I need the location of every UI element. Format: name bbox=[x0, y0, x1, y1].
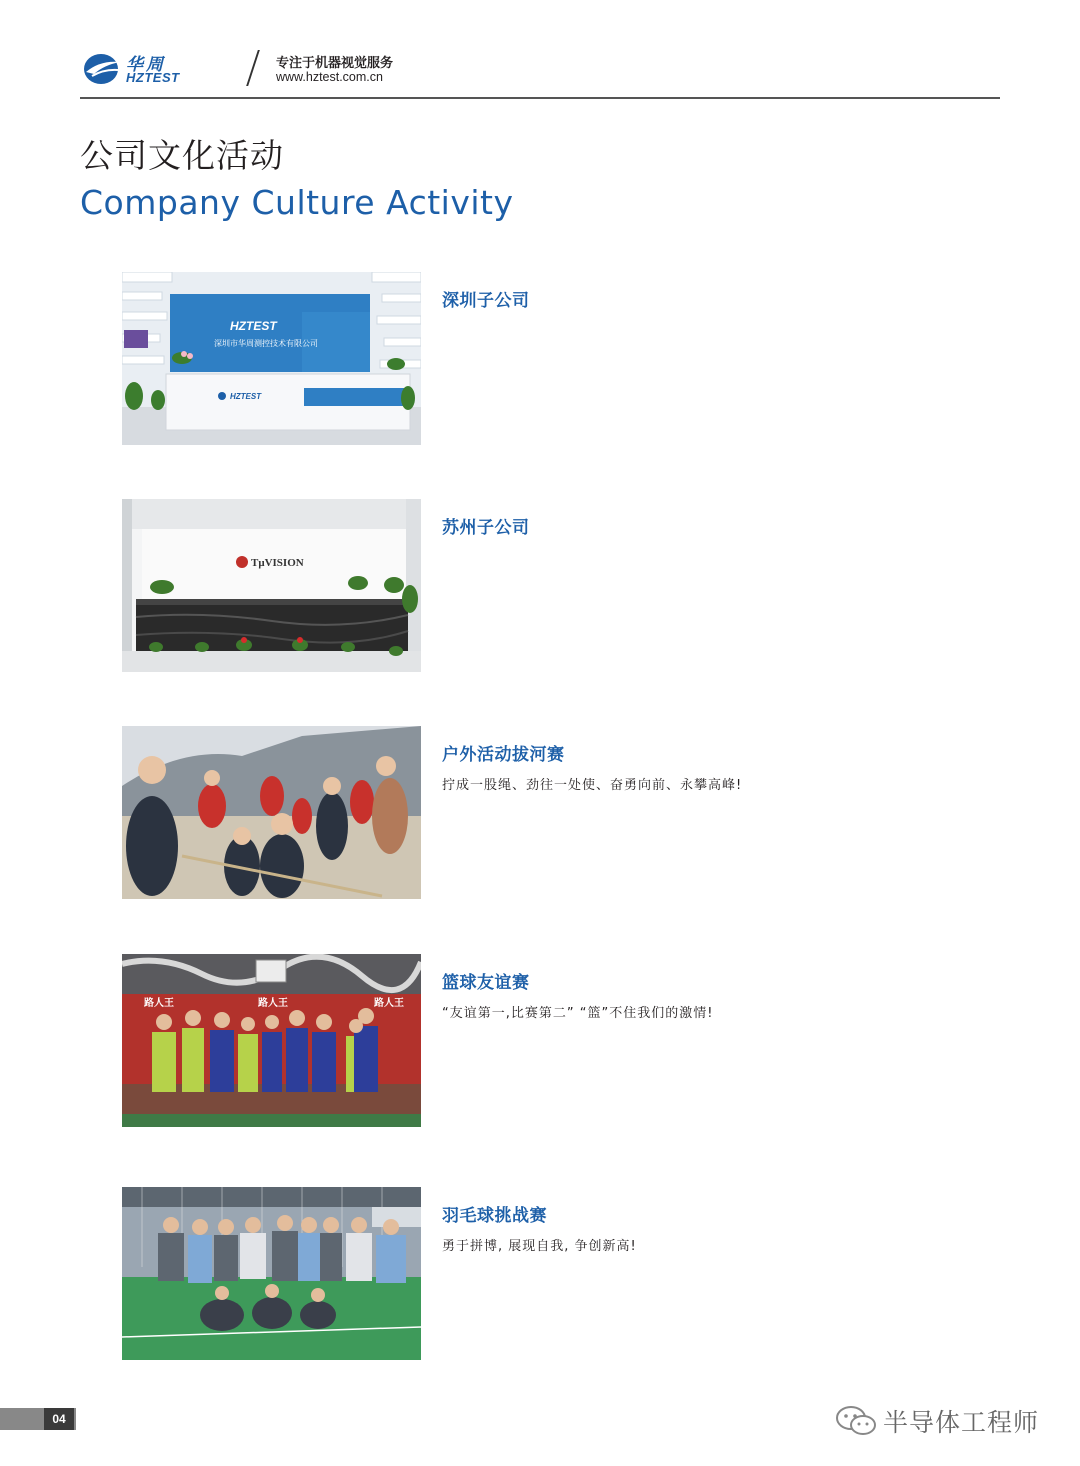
basketball-team-photo bbox=[122, 954, 421, 1127]
activity-heading: 户外活动拔河赛 bbox=[442, 745, 565, 765]
header-rule bbox=[80, 97, 1000, 99]
activity-heading: 深圳子公司 bbox=[442, 291, 530, 311]
page-header bbox=[80, 46, 1000, 98]
activity-heading: 苏州子公司 bbox=[442, 518, 530, 538]
photo-company-text: 深圳市华周测控技术有限公司 bbox=[214, 339, 318, 348]
activity-heading: 羽毛球挑战赛 bbox=[442, 1206, 547, 1226]
photo-desk-text: HZTEST bbox=[230, 392, 262, 401]
activity-shenzhen bbox=[122, 272, 1002, 446]
activity-description: 拧成一股绳、劲往一处使、奋勇向前、永攀高峰! bbox=[442, 778, 743, 793]
photo-banner-text: 路人王 bbox=[144, 998, 174, 1009]
activity-tug-of-war bbox=[122, 726, 1002, 900]
badminton-team-photo bbox=[122, 1187, 421, 1360]
hztest-logo-icon bbox=[82, 52, 122, 86]
brand-name-cn: 华周 bbox=[126, 55, 166, 75]
photo-banner-text: 路人王 bbox=[374, 998, 404, 1009]
wechat-icon bbox=[835, 1404, 877, 1438]
watermark bbox=[835, 1400, 1055, 1440]
photo-logo-text: HZTEST bbox=[230, 319, 277, 333]
watermark-text: 半导体工程师 bbox=[883, 1408, 1040, 1437]
activity-badminton bbox=[122, 1187, 1002, 1361]
shenzhen-office-reception-photo bbox=[122, 272, 421, 445]
page-number: 04 bbox=[44, 1408, 74, 1430]
suzhou-office-reception-photo bbox=[122, 499, 421, 672]
photo-logo-text: TμVISION bbox=[251, 557, 304, 569]
page-title-cn: 公司文化活动 bbox=[80, 136, 284, 175]
photo-banner-text: 路人王 bbox=[258, 998, 288, 1009]
activity-basketball bbox=[122, 954, 1002, 1128]
activity-description: “友谊第一,比赛第二” “篮”不住我们的激情! bbox=[442, 1006, 714, 1021]
page-title-en: Company Culture Activity bbox=[80, 183, 514, 222]
header-divider bbox=[246, 50, 260, 86]
tug-of-war-photo bbox=[122, 726, 421, 899]
brand-name-en: HZTEST bbox=[126, 70, 180, 85]
website-link[interactable]: www.hztest.com.cn bbox=[276, 70, 383, 84]
activity-description: 勇于拼博, 展现自我, 争创新高! bbox=[442, 1239, 637, 1254]
activity-heading: 篮球友谊赛 bbox=[442, 973, 530, 993]
activity-suzhou bbox=[122, 499, 1002, 673]
header-tagline: 专注于机器视觉服务 bbox=[276, 56, 394, 71]
